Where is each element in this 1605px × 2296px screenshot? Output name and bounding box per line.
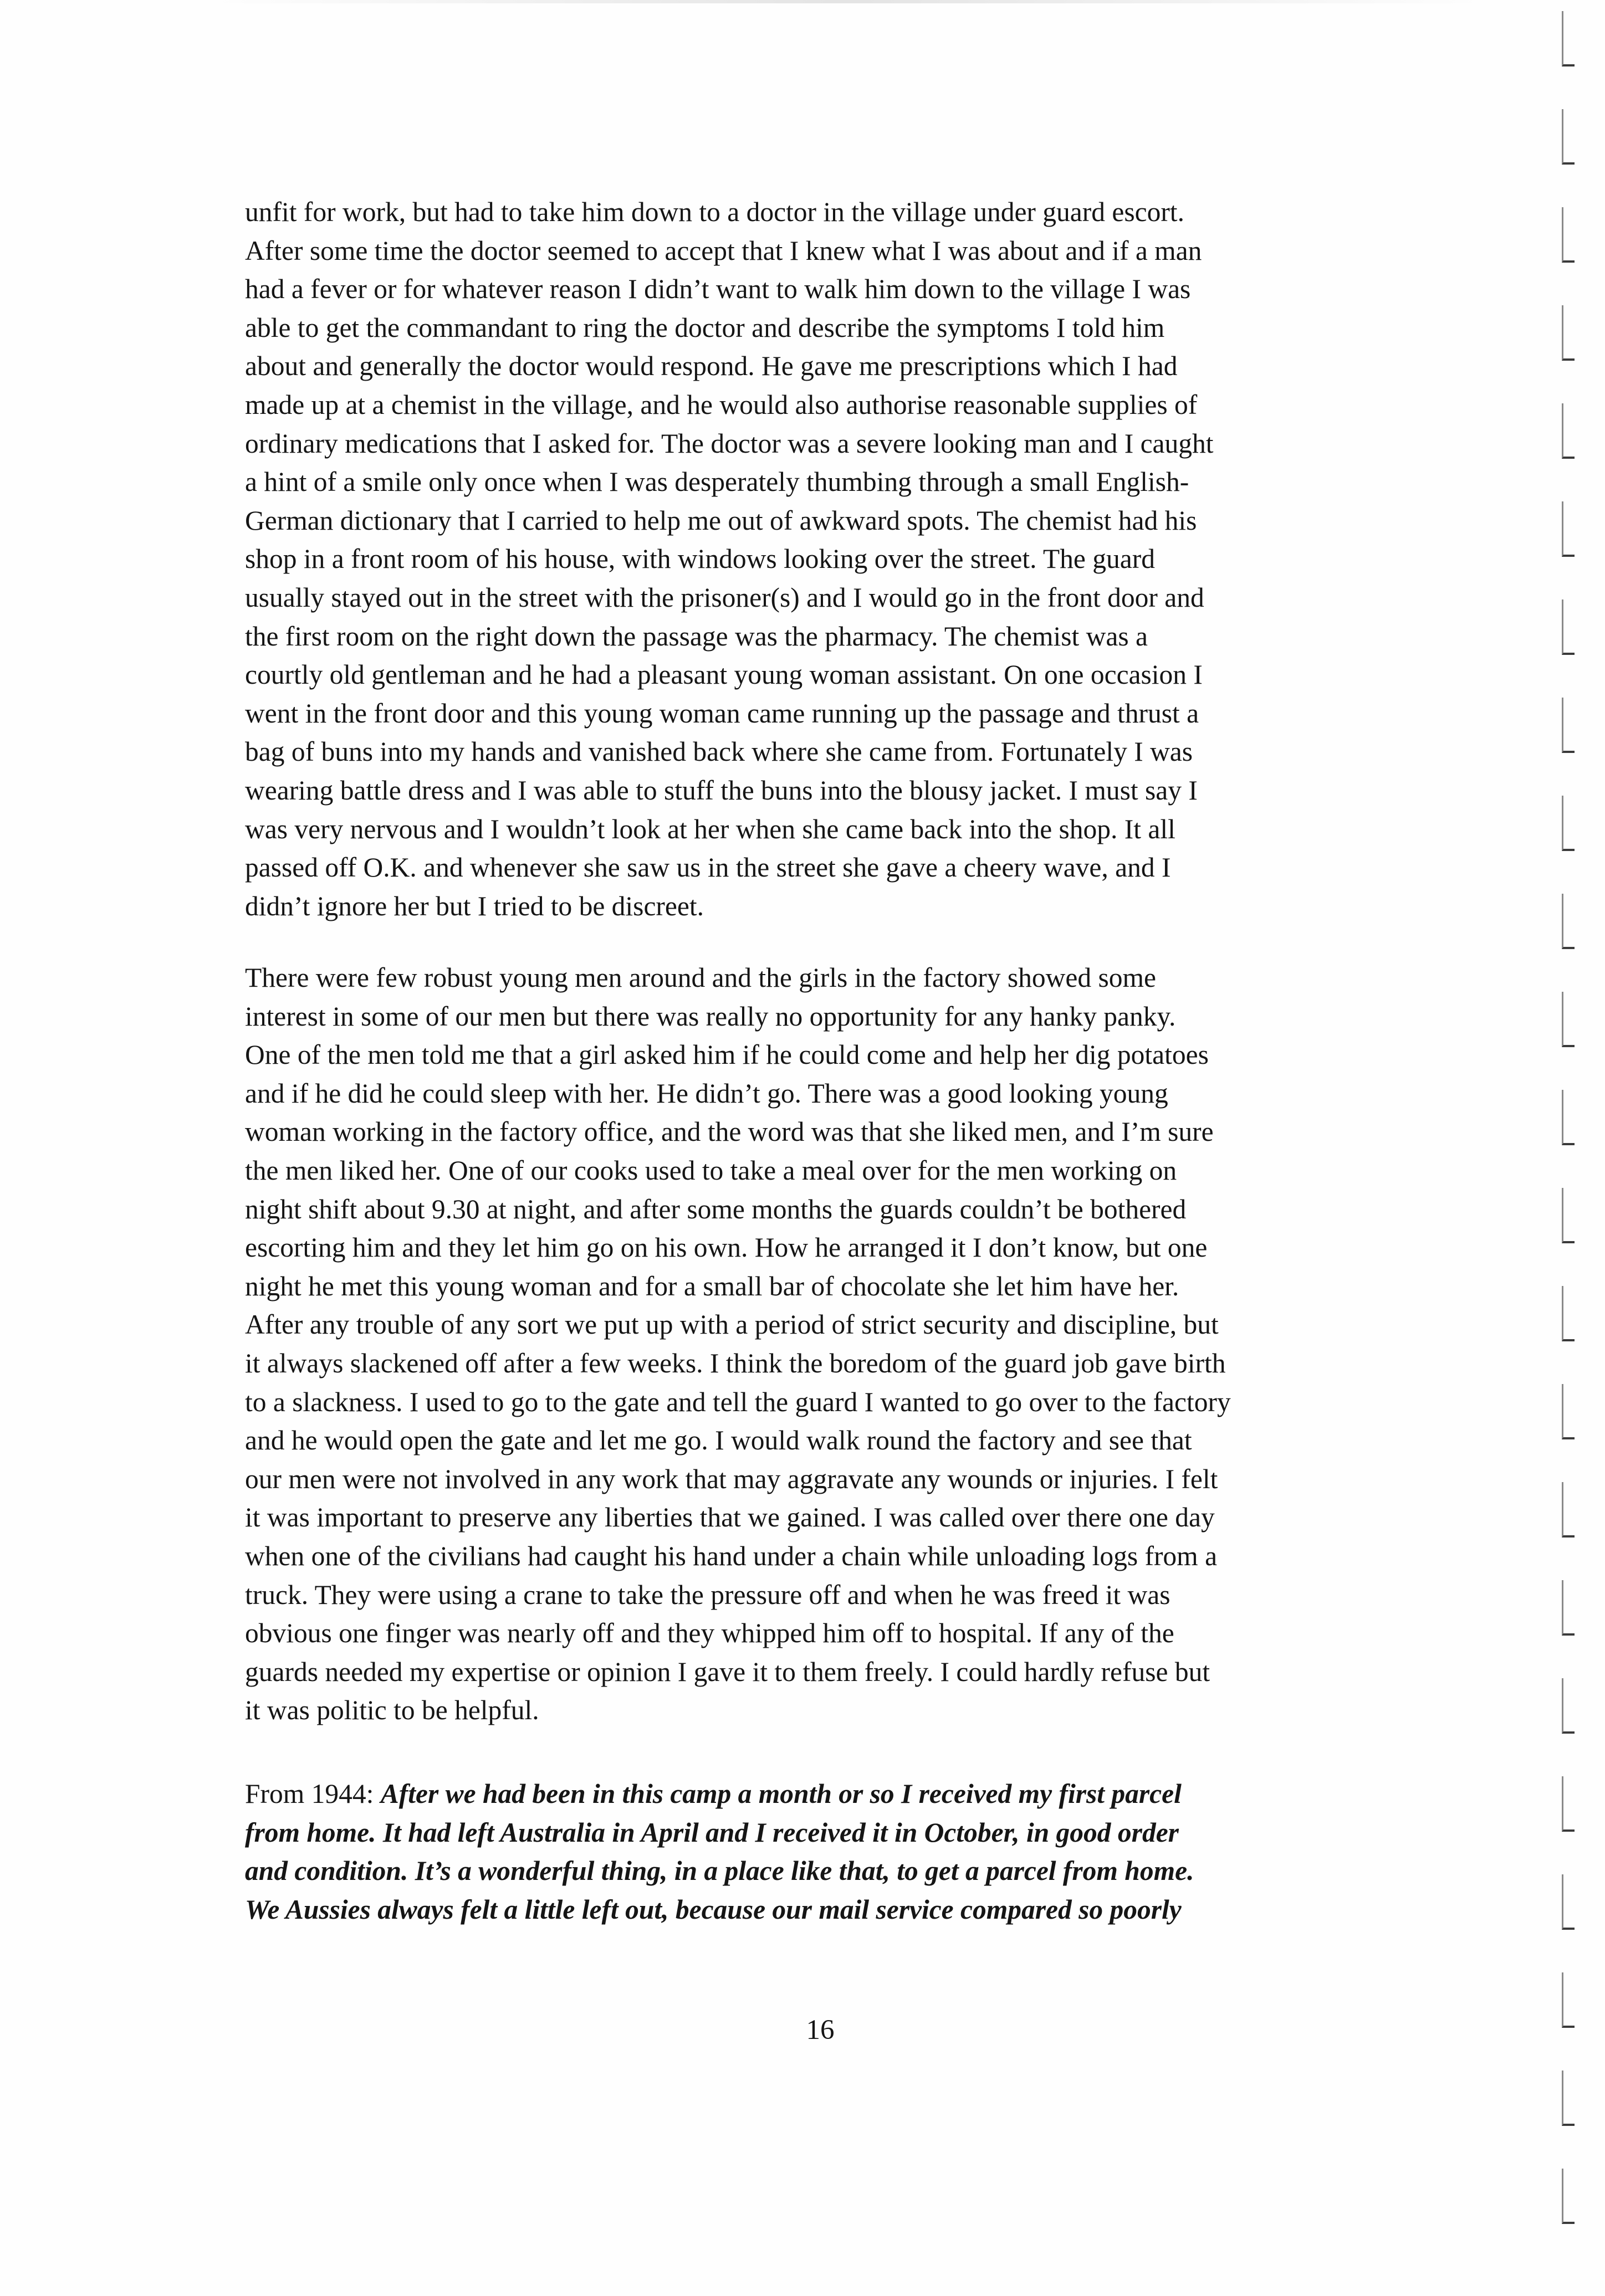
binding-hole-mark	[1562, 894, 1575, 949]
text-line: night shift about 9.30 at night, and after some months the guards couldn’t be bothered	[245, 1193, 1187, 1224]
paragraph-3-prefix: From 1944:	[245, 1779, 381, 1809]
text-line: the men liked her. One of our cooks used to take a meal over for the men working on	[245, 1155, 1177, 1186]
binding-hole-mark	[1562, 1286, 1575, 1341]
text-line: about and generally the doctor would respond. He gave me prescriptions which I had	[245, 351, 1178, 382]
text-line: didn’t ignore her but I tried to be discreet.	[245, 890, 704, 921]
text-line: unfit for work, but had to take him down to a doctor in the village under guard escort.	[245, 197, 1184, 227]
text-line: courtly old gentleman and he had a pleasant young woman assistant. On one occasion I	[245, 659, 1203, 690]
binding-hole-mark	[1562, 1874, 1575, 1930]
paragraph-3-quote-line: We Aussies always felt a little left out, because our mail service compared so poorly	[245, 1894, 1182, 1925]
binding-hole-mark	[1562, 1482, 1575, 1538]
text-line: truck. They were using a crane to take the pressure off and when he was freed it was	[245, 1579, 1170, 1610]
text-line: when one of the civilians had caught his hand under a chain while unloading logs from a	[245, 1540, 1218, 1571]
text-line: and if he did he could sleep with her. He didn’t go. There was a good looking young	[245, 1078, 1168, 1109]
text-line: night he met this young woman and for a small bar of chocolate she let him have her.	[245, 1270, 1179, 1301]
binding-hole-mark	[1562, 599, 1575, 655]
text-line: to a slackness. I used to go to the gate and tell the guard I wanted to go over to the factory	[245, 1386, 1231, 1417]
text-line: the first room on the right down the passage was the pharmacy. The chemist was a	[245, 621, 1148, 652]
binding-hole-mark	[1562, 1776, 1575, 1832]
binding-hole-mark	[1562, 109, 1575, 165]
binding-hole-mark	[1562, 1188, 1575, 1243]
paragraph-2	[245, 959, 1420, 1730]
text-line: After any trouble of any sort we put up with a period of strict security and discipline, but	[245, 1309, 1219, 1340]
text-line: German dictionary that I carried to help me out of awkward spots. The chemist had his	[245, 505, 1197, 536]
binding-hole-mark	[1562, 501, 1575, 557]
paragraph-3-quote-line: After we had been in this camp a month or so I received my first parcel	[380, 1779, 1182, 1809]
binding-hole-mark	[1562, 796, 1575, 851]
text-line: it always slackened off after a few weeks. I think the boredom of the guard job gave birth	[245, 1347, 1226, 1378]
text-line: woman working in the factory office, and the word was that she liked men, and I’m sure	[245, 1116, 1214, 1147]
text-line: shop in a front room of his house, with windows looking over the street. The guard	[245, 544, 1155, 575]
page-number: 16	[806, 2015, 835, 2046]
text-line: ordinary medications that I asked for. The doctor was a severe looking man and I caught	[245, 428, 1214, 459]
text-line: interest in some of our men but there was really no opportunity for any hanky panky.	[245, 1001, 1176, 1032]
binding-hole-mark	[1562, 1678, 1575, 1734]
binding-hole-mark	[1562, 1090, 1575, 1145]
paragraph-3-quote-line: and condition. It’s a wonderful thing, in a place like that, to get a parcel from home.	[245, 1856, 1194, 1887]
paragraph-3-quote-line: from home. It had left Australia in April and I received it in October, in good order	[245, 1817, 1179, 1848]
text-line: it was politic to be helpful.	[245, 1695, 539, 1726]
text-line: was very nervous and I wouldn’t look at her when she came back into the shop. It all	[245, 813, 1175, 844]
page-top-edge	[211, 0, 1485, 3]
text-line: After some time the doctor seemed to accept that I knew what I was about and if a man	[245, 235, 1202, 266]
binding-hole-mark	[1562, 1580, 1575, 1636]
text-line: One of the men told me that a girl asked him if he could come and help her dig potatoes	[245, 1039, 1209, 1070]
text-line: escorting him and they let him go on his own. How he arranged it I don’t know, but one	[245, 1232, 1208, 1263]
text-line: went in the front door and this young woman came running up the passage and thrust a	[245, 698, 1199, 729]
binding-hole-mark	[1562, 403, 1575, 459]
text-line: able to get the commandant to ring the doctor and describe the symptoms I told him	[245, 312, 1165, 343]
text-line: bag of buns into my hands and vanished back where she came from. Fortunately I was	[245, 736, 1193, 767]
text-line: a hint of a smile only once when I was desperately thumbing through a small English-	[245, 467, 1189, 498]
binding-hole-mark	[1562, 2070, 1575, 2126]
binding-strip	[1552, 0, 1585, 2296]
text-line: guards needed my expertise or opinion I gave it to them freely. I could hardly refuse but	[245, 1656, 1210, 1687]
text-line: our men were not involved in any work that may aggravate any wounds or injuries. I felt	[245, 1463, 1218, 1494]
paragraph-3	[245, 1775, 1420, 1929]
text-line: wearing battle dress and I was able to stuff the buns into the blousy jacket. I must say I	[245, 775, 1198, 806]
text-line: passed off O.K. and whenever she saw us in the street she gave a cheery wave, and I	[245, 852, 1171, 883]
binding-hole-mark	[1562, 1972, 1575, 2028]
text-line: There were few robust young men around and the girls in the factory showed some	[245, 962, 1157, 993]
binding-hole-mark	[1562, 207, 1575, 263]
text-line: had a fever or for whatever reason I didn’t want to walk him down to the village I was	[245, 274, 1191, 305]
text-line: it was important to preserve any liberties that we gained. I was called over there one day	[245, 1502, 1215, 1533]
text-line: usually stayed out in the street with the prisoner(s) and I would go in the front door and	[245, 582, 1204, 613]
binding-hole-mark	[1562, 992, 1575, 1047]
binding-hole-mark	[1562, 1384, 1575, 1439]
text-line: and he would open the gate and let me go. I would walk round the factory and see that	[245, 1425, 1192, 1456]
text-line: made up at a chemist in the village, and he would also authorise reasonable supplies of	[245, 389, 1198, 420]
paragraph-3-line	[245, 1775, 1420, 1813]
binding-hole-mark	[1562, 2169, 1575, 2224]
paragraph-1	[245, 193, 1420, 925]
binding-hole-mark	[1562, 11, 1575, 66]
text-line: obvious one finger was nearly off and they whipped him off to hospital. If any of the	[245, 1618, 1174, 1649]
binding-hole-mark	[1562, 305, 1575, 361]
binding-hole-mark	[1562, 698, 1575, 753]
